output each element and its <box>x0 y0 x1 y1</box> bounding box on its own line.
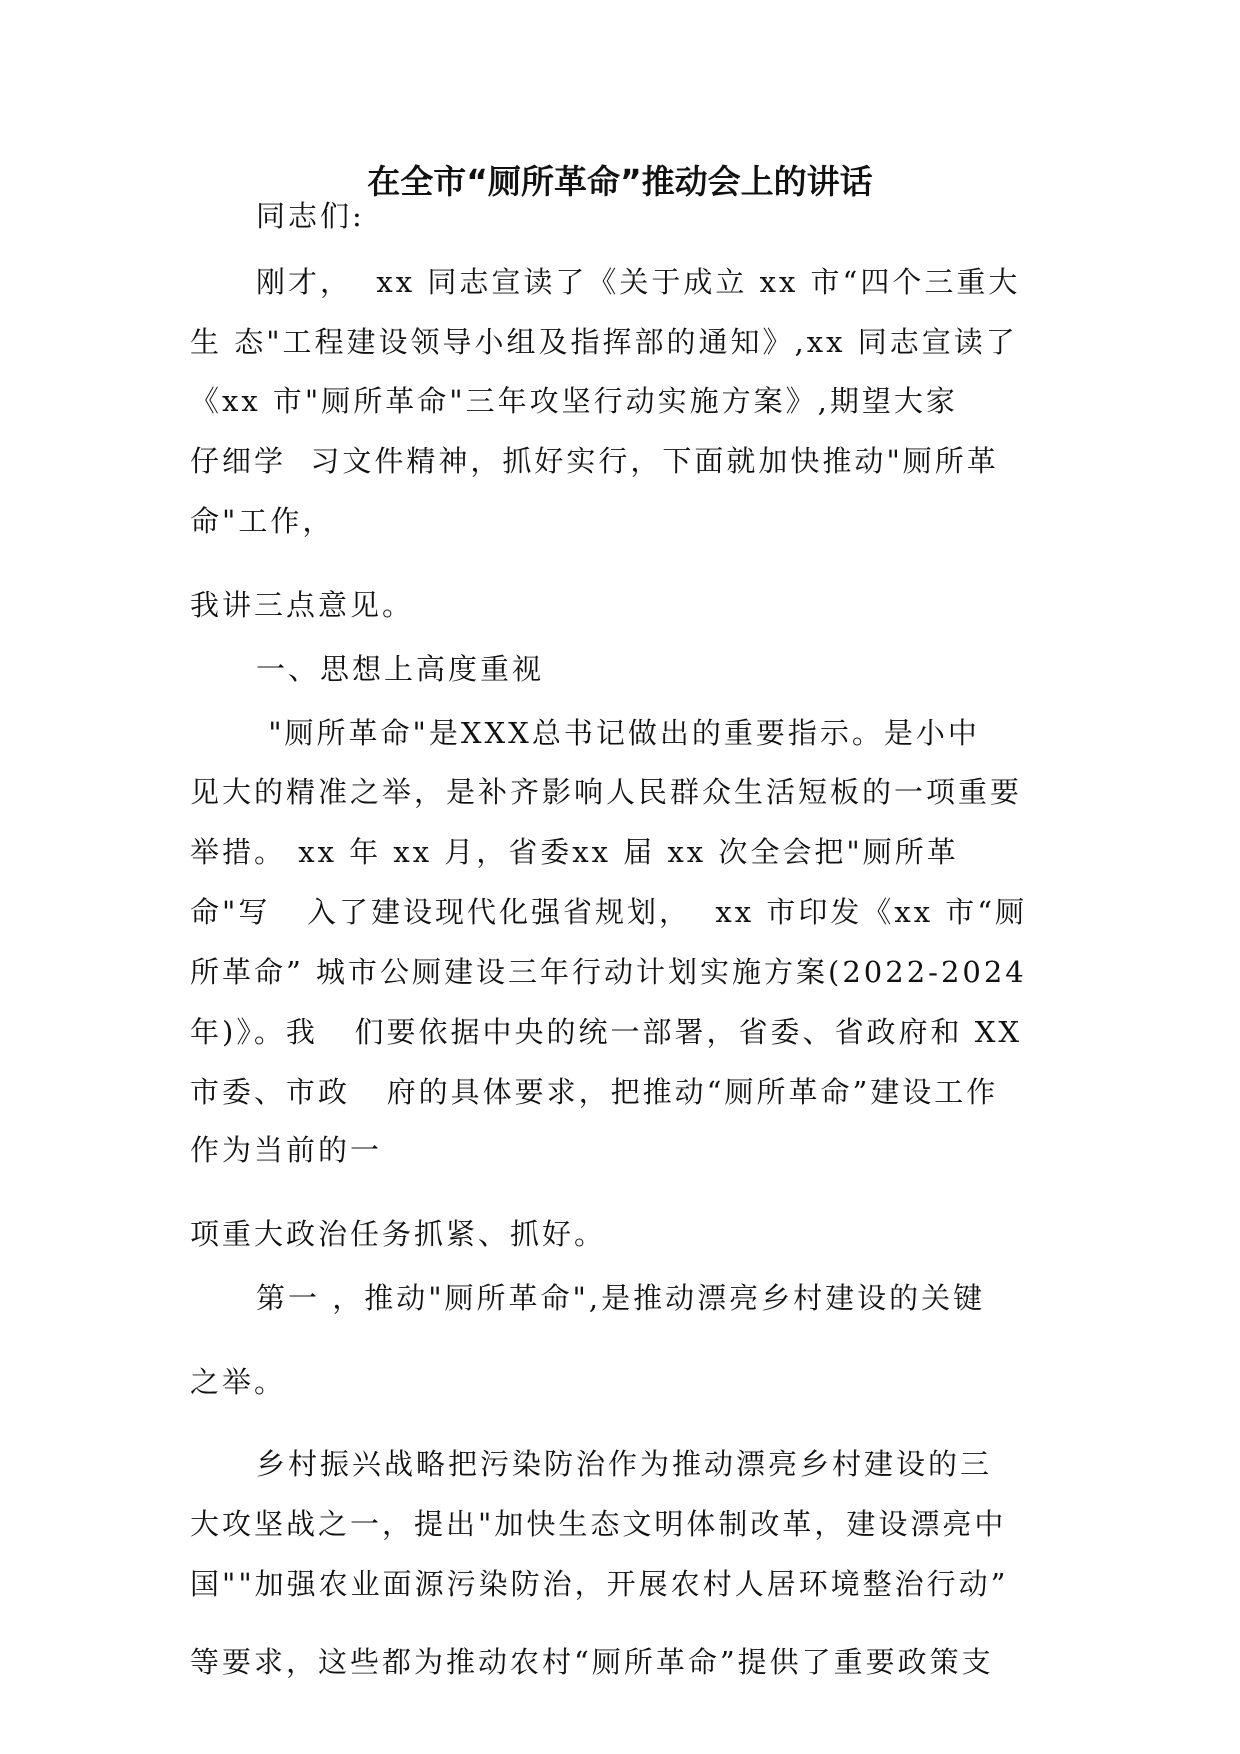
body-line: 《xx 市"厕所革命"三年攻坚行动实施方案》,期望大家 <box>190 384 958 418</box>
body-line: 等要求，这些都为推动农村“厕所革命”提供了重要政策支 <box>190 1645 994 1679</box>
body-line: 命"工作， <box>190 504 335 538</box>
salutation: 同志们: <box>256 199 365 233</box>
subsection-heading: 第一 ，推动"厕所革命",是推动漂亮乡村建设的关键 <box>256 1281 986 1315</box>
body-line: "厕所革命"是XXX总书记做出的重要指示。是小中 <box>256 716 980 750</box>
body-line: 大攻坚战之一，提出"加快生态文明体制改革，建设漂亮中 <box>190 1507 1007 1541</box>
body-line: 我讲三点意见。 <box>190 588 415 622</box>
body-line: 之举。 <box>190 1365 287 1399</box>
body-line: 刚才， xx 同志宣读了《关于成立 xx 市“四个三重大 <box>256 265 1021 299</box>
body-line: 命"写 入了建设现代化强省规划， xx 市印发《xx 市“厕 <box>190 895 1028 929</box>
body-line: 举措。 xx 年 xx 月，省委xx 届 xx 次全会把"厕所革 <box>190 835 959 869</box>
body-line: 仔细学 习文件精神，抓好实行，下面就加快推动"厕所革 <box>190 444 999 478</box>
body-line: 国""加强农业面源污染防治，开展农村人居环境整治行动” <box>190 1567 1009 1601</box>
document-title: 在全市“厕所革命”推动会上的讲话 <box>367 162 873 201</box>
body-line: 作为当前的一 <box>190 1133 383 1167</box>
section-heading: 一、思想上高度重视 <box>256 652 545 686</box>
body-line: 年)》。我 们要依据中央的统一部署，省委、省政府和 XX <box>190 1015 1022 1049</box>
body-line: 所革命” 城市公厕建设三年行动计划实施方案(2022-2024 <box>190 955 1027 989</box>
body-line: 生 态"工程建设领导小组及指挥部的通知》,xx 同志宣读了 <box>190 325 1018 359</box>
body-line: 项重大政治任务抓紧、抓好。 <box>190 1217 607 1251</box>
body-line: 见大的精准之举，是补齐影响人民群众生活短板的一项重要 <box>190 775 1023 809</box>
body-line: 乡村振兴战略把污染防治作为推动漂亮乡村建设的三 <box>256 1447 993 1481</box>
body-line: 市委、市政 府的具体要求，把推动“厕所革命”建设工作 <box>190 1075 999 1109</box>
